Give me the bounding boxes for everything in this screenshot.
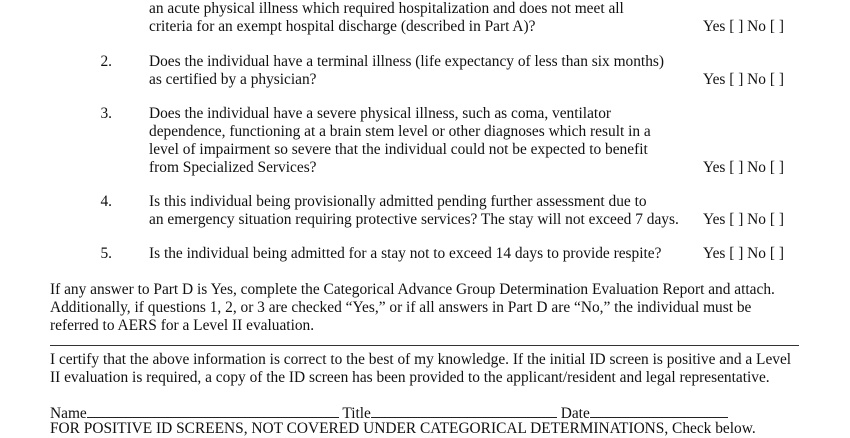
question-5-yes-no-checkbox[interactable]: Yes [ ] No [ ] [703, 245, 784, 262]
certification-line-1: I certify that the above information is correct to the best of my knowledge. If the initial ID screen is positive and a Level [50, 351, 792, 368]
name-field[interactable] [87, 403, 339, 418]
date-label: Date [560, 405, 590, 422]
question-2-yes-no-checkbox[interactable]: Yes [ ] No [ ] [703, 71, 784, 88]
name-label: Name [50, 405, 87, 422]
instructions-line-3: referred to AERS for a Level II evaluation. [50, 317, 315, 334]
question-2-number: 2. [100, 53, 112, 70]
title-label: Title [342, 405, 371, 422]
question-1-line-1: an acute physical illness which required hospitalization and does not meet all [149, 0, 624, 17]
question-1-yes-no-checkbox[interactable]: Yes [ ] No [ ] [703, 18, 784, 35]
certification-line-2: II evaluation is required, a copy of the ID screen has been provided to the applicant/resident and legal representative. [50, 369, 770, 386]
question-2-line-2: as certified by a physician? [149, 71, 317, 88]
question-4-line-1: Is this individual being provisionally admitted pending further assessment due to [149, 193, 647, 210]
question-3-number: 3. [100, 105, 112, 122]
question-3-yes-no-checkbox[interactable]: Yes [ ] No [ ] [703, 159, 784, 176]
question-5-line-1: Is the individual being admitted for a stay not to exceed 14 days to provide respite? [149, 245, 662, 262]
question-2-line-1: Does the individual have a terminal illness (life expectancy of less than six months) [149, 53, 665, 70]
footer-instruction: FOR POSITIVE ID SCREENS, NOT COVERED UNDER CATEGORICAL DETERMINATIONS, Check below. [50, 420, 756, 437]
question-4-yes-no-checkbox[interactable]: Yes [ ] No [ ] [703, 211, 784, 228]
instructions-line-1: If any answer to Part D is Yes, complete the Categorical Advance Group Determination Evaluation Report and attach. [50, 281, 775, 298]
question-3-line-2: dependence, functioning at a brain stem level or other diagnoses which result in a [149, 123, 651, 140]
date-field[interactable] [590, 403, 728, 418]
question-3-line-3: level of impairment so severe that the individual could not be expected to benefit [149, 141, 648, 158]
question-4-line-2: an emergency situation requiring protective services? The stay will not exceed 7 days. [149, 211, 679, 228]
question-1-line-2: criteria for an exempt hospital discharge (described in Part A)? [149, 18, 536, 35]
question-5-number: 5. [100, 245, 112, 262]
title-field[interactable] [371, 403, 557, 418]
question-3-line-1: Does the individual have a severe physical illness, such as coma, ventilator [149, 105, 612, 122]
instructions-line-2: Additionally, if questions 1, 2, or 3 are checked “Yes,” or if all answers in Part D are “No,” the individual must be [50, 299, 752, 316]
question-4-number: 4. [100, 193, 112, 210]
question-3-line-4: from Specialized Services? [149, 159, 317, 176]
section-divider [50, 345, 799, 346]
